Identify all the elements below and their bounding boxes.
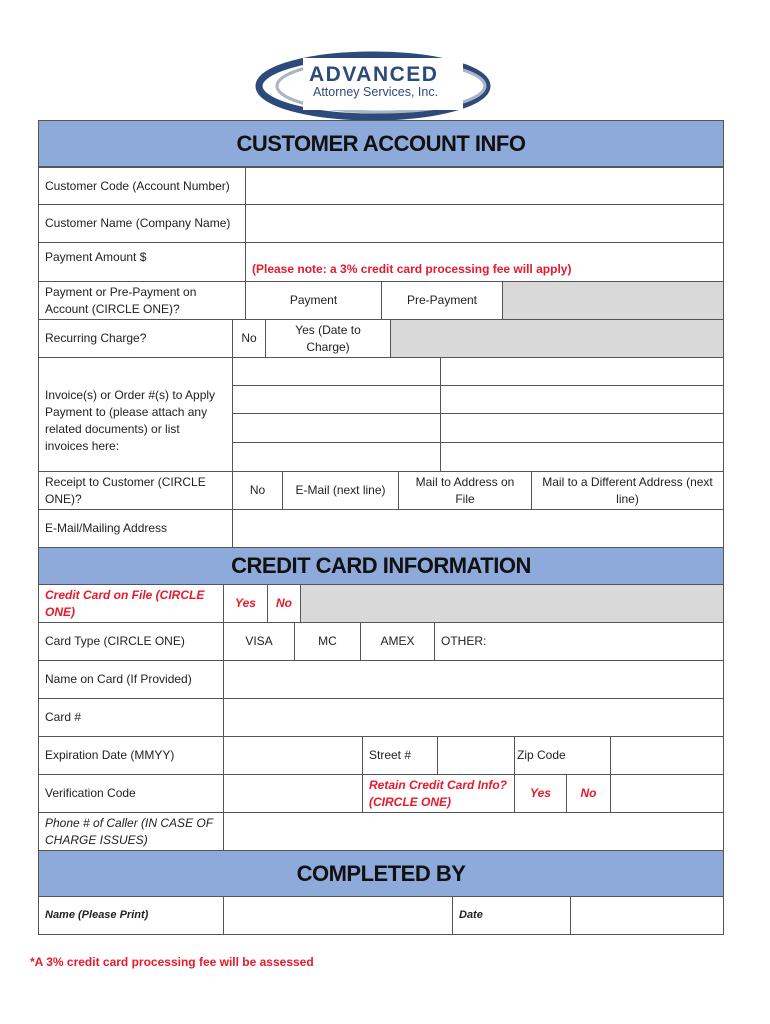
payment-type-label: Payment or Pre-Payment on Account (CIRCLE ONE)? — [38, 281, 246, 320]
card-type-other[interactable]: OTHER: — [434, 622, 724, 661]
receipt-option-mail-on-file[interactable]: Mail to Address on File — [398, 471, 532, 510]
name-print-field[interactable] — [223, 896, 453, 935]
recurring-option-yes[interactable]: Yes (Date to Charge) — [265, 319, 391, 358]
receipt-label: Receipt to Customer (CIRCLE ONE)? — [38, 471, 233, 510]
company-logo — [255, 50, 495, 120]
customer-code-field[interactable] — [245, 167, 724, 205]
card-type-mc[interactable]: MC — [294, 622, 361, 661]
payment-amount-field[interactable] — [245, 242, 724, 282]
card-on-file-no[interactable]: No — [267, 584, 301, 623]
expiration-date-field[interactable] — [223, 736, 363, 775]
completed-by-header: COMPLETED BY — [38, 850, 724, 897]
invoice-field-6[interactable] — [440, 413, 724, 443]
card-type-visa[interactable]: VISA — [223, 622, 295, 661]
receipt-option-email[interactable]: E-Mail (next line) — [282, 471, 399, 510]
retain-card-no[interactable]: No — [566, 774, 611, 813]
invoices-label: Invoice(s) or Order #(s) to Apply Payment to (please attach any related documents) or list invoices here: — [38, 357, 233, 472]
retain-card-label: Retain Credit Card Info? (CIRCLE ONE) — [362, 774, 515, 813]
shaded-cell — [390, 319, 724, 358]
street-number-label: Street # — [362, 736, 438, 775]
receipt-option-no[interactable]: No — [232, 471, 283, 510]
customer-account-header: CUSTOMER ACCOUNT INFO — [38, 120, 724, 167]
name-print-label: Name (Please Print) — [38, 896, 224, 935]
retain-card-extra-field[interactable] — [610, 774, 724, 813]
card-on-file-yes[interactable]: Yes — [223, 584, 268, 623]
name-on-card-field[interactable] — [223, 660, 724, 699]
card-type-amex[interactable]: AMEX — [360, 622, 435, 661]
card-number-label: Card # — [38, 698, 224, 737]
zip-code-label: Zip Code — [514, 736, 611, 775]
name-on-card-label: Name on Card (If Provided) — [38, 660, 224, 699]
invoice-field-8[interactable] — [440, 442, 724, 472]
option-payment[interactable]: Payment — [245, 281, 382, 320]
shaded-cell — [502, 281, 724, 320]
logo-title: ADVANCED — [309, 63, 439, 86]
caller-phone-field[interactable] — [223, 812, 724, 851]
option-prepayment[interactable]: Pre-Payment — [381, 281, 503, 320]
recurring-charge-label: Recurring Charge? — [38, 319, 233, 358]
card-number-field[interactable] — [223, 698, 724, 737]
card-on-file-label: Credit Card on File (CIRCLE ONE) — [38, 584, 224, 623]
invoice-field-4[interactable] — [440, 385, 724, 414]
verification-code-label: Verification Code — [38, 774, 224, 813]
payment-amount-label: Payment Amount $ — [38, 242, 246, 282]
invoice-field-3[interactable] — [232, 385, 441, 414]
recurring-option-no[interactable]: No — [232, 319, 266, 358]
footer-fee-note: *A 3% credit card processing fee will be assessed — [30, 955, 314, 969]
customer-name-field[interactable] — [245, 204, 724, 243]
zip-code-field[interactable] — [610, 736, 724, 775]
date-label: Date — [452, 896, 571, 935]
street-number-field[interactable] — [437, 736, 515, 775]
date-field[interactable] — [570, 896, 724, 935]
customer-name-label: Customer Name (Company Name) — [38, 204, 246, 243]
invoice-field-1[interactable] — [232, 357, 441, 386]
receipt-option-different-address[interactable]: Mail to a Different Address (next line) — [531, 471, 724, 510]
customer-code-label: Customer Code (Account Number) — [38, 167, 246, 205]
processing-fee-note: (Please note: a 3% credit card processing fee will apply) — [252, 262, 572, 276]
card-type-label: Card Type (CIRCLE ONE) — [38, 622, 224, 661]
logo-subtitle: Attorney Services, Inc. — [313, 85, 439, 99]
invoice-field-7[interactable] — [232, 442, 441, 472]
email-mailing-label: E-Mail/Mailing Address — [38, 509, 233, 548]
email-mailing-field[interactable] — [232, 509, 724, 548]
verification-code-field[interactable] — [223, 774, 363, 813]
shaded-cell — [300, 584, 724, 623]
invoice-field-5[interactable] — [232, 413, 441, 443]
retain-card-yes[interactable]: Yes — [514, 774, 567, 813]
caller-phone-label: Phone # of Caller (IN CASE OF CHARGE ISSUES) — [38, 812, 224, 851]
credit-card-header: CREDIT CARD INFORMATION — [38, 547, 724, 585]
expiration-date-label: Expiration Date (MMYY) — [38, 736, 224, 775]
invoice-field-2[interactable] — [440, 357, 724, 386]
